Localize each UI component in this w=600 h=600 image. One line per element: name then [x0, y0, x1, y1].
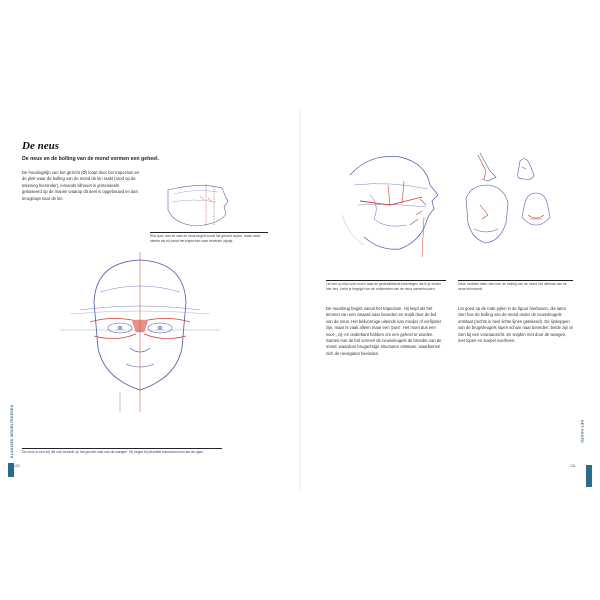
caption-rule [150, 232, 268, 233]
chapter-label: HET HOOFD [580, 420, 584, 444]
nose-studies-sketch [460, 145, 570, 265]
chapter-label: KLASSIEK MODELTEKENEN [10, 404, 14, 458]
section-title: De neus [22, 140, 59, 152]
caption-bottom: De neus is een vrij die zich bevindt op het gezicht vlak van de wangen. Hij begint bij dezelfde trapeziumvorm als de ogen. [22, 450, 205, 454]
caption-rule [326, 280, 446, 281]
caption-rule [458, 280, 573, 281]
caption-top: Rist quoi, dan ve vast de neus begint wordt het gesicht taylon, maar moet steeds als hij vanaf het trapezium naar beneden wijzigt. [150, 234, 261, 243]
page-number: 131 [570, 464, 576, 468]
right-page [300, 0, 600, 600]
chapter-tab [586, 465, 592, 487]
caption-rule [22, 448, 222, 449]
nose-profile-sketch [160, 180, 250, 230]
front-face-sketch [60, 252, 220, 412]
caption-left: Let wel op mijn oren rozen naar de gedetailleerde tekeningen die ik je verder hier ziet. Liefst je begrijpt hoe de onderdelen van de neus samenhouden. [326, 282, 441, 291]
caption-right: Deze hoofden laten zien hoe de bolling van de mond het uiteinde van de neus beïnvloedt. [458, 282, 567, 291]
intro-paragraph: De houdingslijn van het gezicht (Ø) loopt door het trapezium en de plek waar de bolling van de mond de kin raakt (rood op de tekening hieronder), iemands silhouet is grotendeels gebaseerd op de manier waarop dit deel is opgebouwd en dan terugloopt naar de kin. [22, 170, 140, 201]
body-paragraph-right: Let goed op de rode pijlen in de figuur hierboven, die laten zien hoe de bolling van de mond onder de neusvleugels ontstaat (rechts in heel lichte lijnen getekend). De lijnkoppen van de brug/vleugels lopen schuin naar beneden: beide zijn te zien bij een vooraanzicht. Ze snijden met door de wangen, met lopen en soepel overheen. [458, 306, 574, 344]
page-number: 130 [14, 464, 20, 468]
body-paragraph-left: De neusbrug begint vanuit het trapezium. Hij loopt als het lemmet van een zwaard naar beneden en snijdt door de bol van de neus. Het beilvormige uiteinde kan rondjer of verfijnder zijn, maar is vaak alleen maar een 'punt'. Het moet dus een voor-, zij- en onderkant hebben om een geheel te worden. Samen met de bol vormen de neusvleugels de breedte van de mond, waardoor brugachtige structuren ontstaan, waarbinnen zich de neusgaten bevinden. [326, 306, 442, 356]
profile-heads-sketch [330, 145, 450, 265]
section-subtitle: De neus en de bolling van de mond vormen een geheel. [22, 156, 159, 162]
